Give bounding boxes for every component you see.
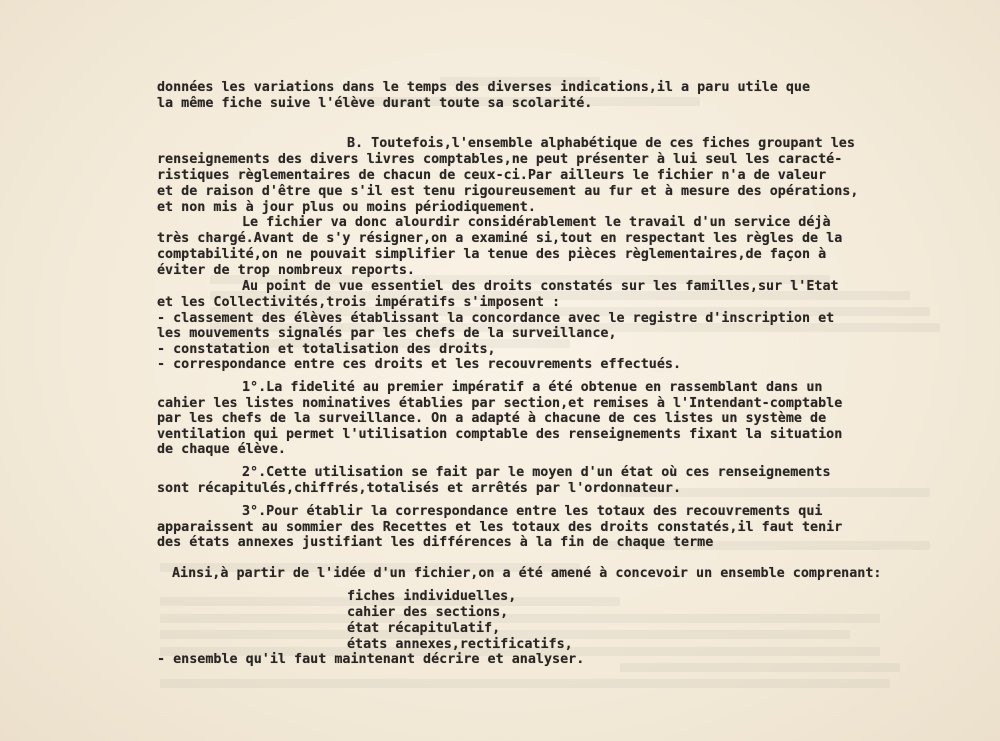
text-line-13: et les Collectivités,trois impératifs s'imposent : — [157, 295, 561, 310]
text-line-33: - ensemble qu'il faut maintenant décrire et analyser. — [157, 652, 585, 667]
text-line-1: données les variations dans le temps des diverses indications,il a paru utile que — [157, 80, 811, 95]
text-line-25: 3°.Pour établir la correspondance entre les totaux des recouvrements qui — [242, 504, 823, 519]
text-line-17: - correspondance entre ces droits et les recouvrements effectués. — [157, 357, 682, 372]
text-line-30: cahier des sections, — [347, 605, 509, 620]
text-line-23: 2°.Cette utilisation se fait par le moyen d'un état où ces renseignements — [242, 465, 831, 480]
text-line-19: cahier les listes nominatives établies par section,et remises à l'Intendant-comptable — [157, 396, 843, 411]
text-line-14: - classement des élèves établissant la concordance avec le registre d'inscription et — [157, 311, 835, 326]
text-line-3: B. Toutefois,l'ensemble alphabétique de ces fiches groupant les — [347, 136, 855, 151]
text-line-22: de chaque élève. — [157, 442, 286, 457]
text-line-26: apparaissent au sommier des Recettes et les totaux des droits constatés,il faut tenir — [157, 520, 843, 535]
text-line-24: sont récapitulés,chiffrés,totalisés et arrêtés par l'ordonnateur. — [157, 481, 682, 496]
text-line-28: Ainsi,à partir de l'idée d'un fichier,on a été amené à concevoir un ensemble comprenant: — [172, 566, 882, 581]
text-line-21: ventilation qui permet l'utilisation comptable des renseignements fixant la situation — [157, 427, 843, 442]
text-line-32: états annexes,rectificatifs, — [347, 637, 573, 652]
text-line-20: par les chefs de la surveillance. On a adapté à chacune de ces listes un système de — [157, 411, 827, 426]
text-line-8: Le fichier va donc alourdir considérablement le travail d'un service déjà — [242, 215, 831, 230]
text-line-4: renseignements des divers livres comptables,ne peut présenter à lui seul les caracté- — [157, 152, 843, 167]
text-line-18: 1°.La fidelité au premier impératif a été obtenue en rassemblant dans un — [242, 380, 823, 395]
text-line-29: fiches individuelles, — [347, 589, 517, 604]
text-line-27: des états annexes justifiant les différences à la fin de chaque terme — [157, 535, 714, 550]
text-line-15: les mouvements signalés par les chefs de la surveillance, — [157, 326, 617, 341]
text-line-11: éviter de trop nombreux reports. — [157, 263, 415, 278]
text-line-2: la même fiche suive l'élève durant toute sa scolarité. — [157, 96, 593, 111]
text-line-9: très chargé.Avant de s'y résigner,on a examiné si,tout en respectant les règles de la — [157, 231, 843, 246]
text-line-7: et non mis à jour plus ou moins périodiquement. — [157, 200, 536, 215]
text-line-6: et de raison d'être que s'il est tenu rigoureusement au fur et à mesure des opérations, — [157, 184, 859, 199]
text-line-12: Au point de vue essentiel des droits constatés sur les familles,sur l'Etat — [242, 279, 839, 294]
text-line-5: ristiques règlementaires de chacun de ceux-ci.Par ailleurs le fichier n'a de valeur — [157, 168, 827, 183]
text-line-10: comptabilité,on ne pouvait simplifier la tenue des pièces règlementaires,de façon à — [157, 247, 827, 262]
text-line-31: état récapitulatif, — [347, 621, 501, 636]
text-line-16: - constatation et totalisation des droits, — [157, 342, 496, 357]
